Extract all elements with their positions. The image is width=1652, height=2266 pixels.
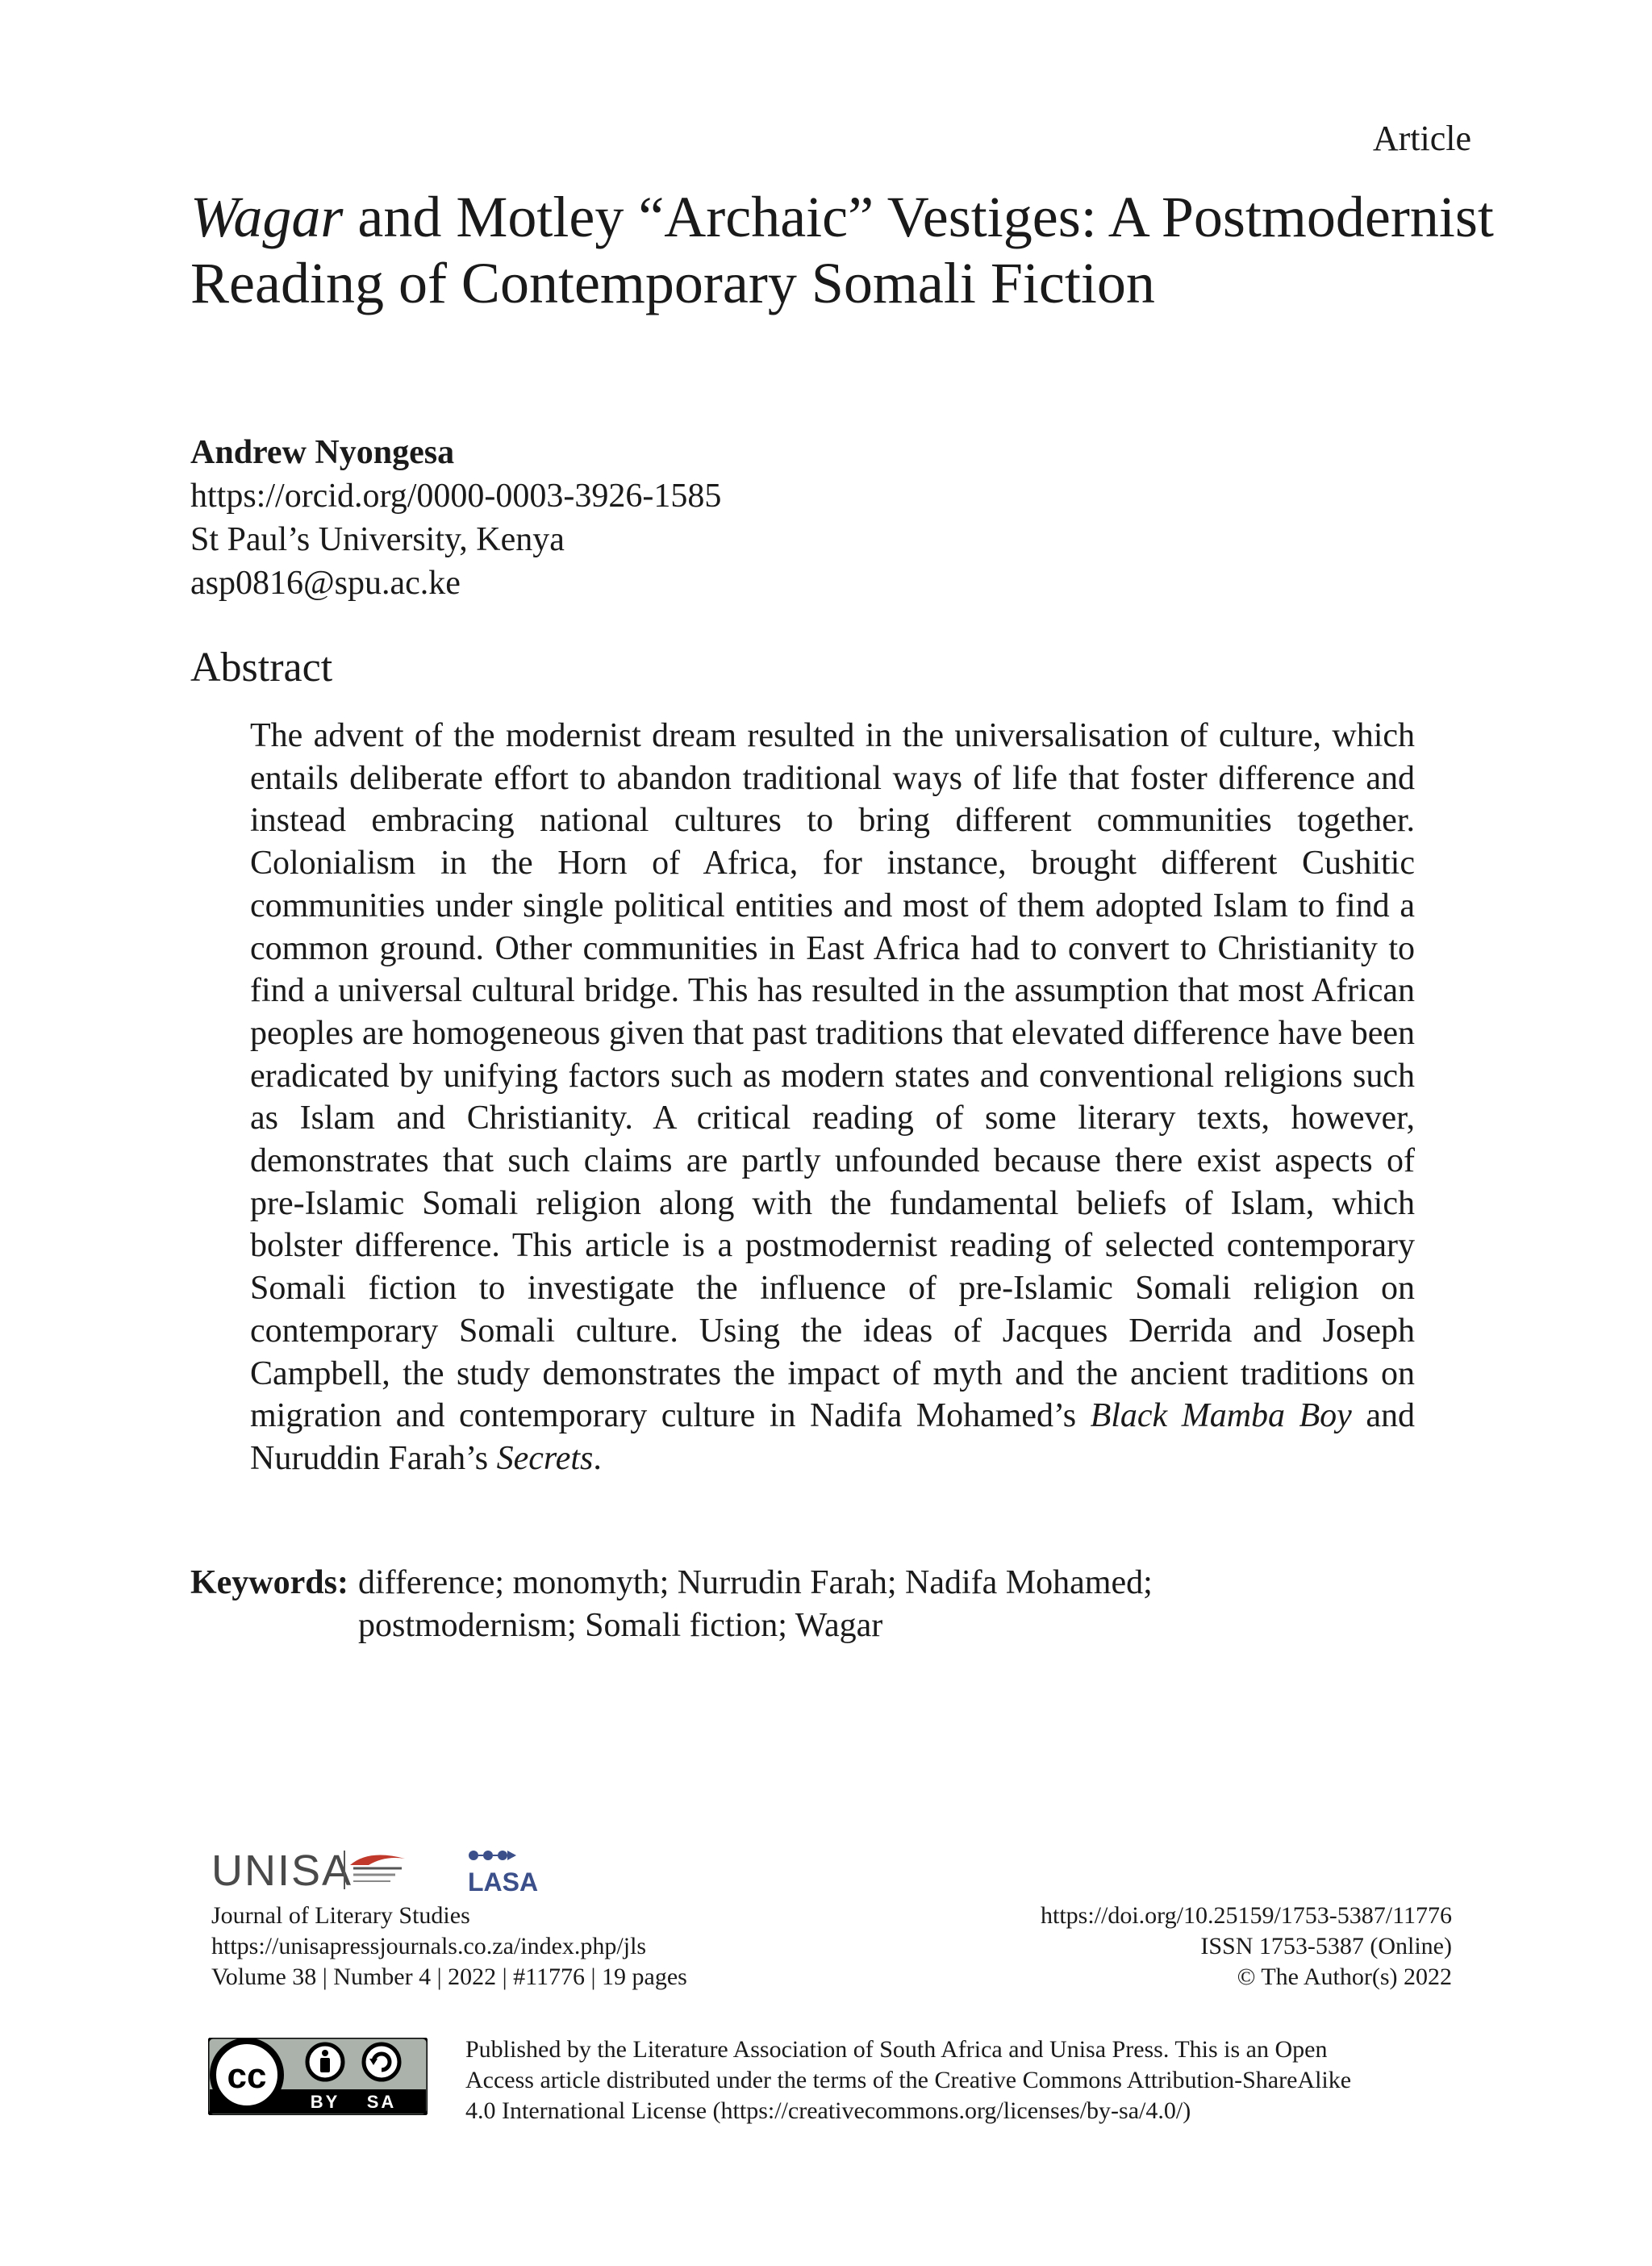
publisher-logos xyxy=(211,1841,558,1897)
author-name: Andrew Nyongesa xyxy=(190,434,455,471)
share-alike-icon xyxy=(364,2044,399,2080)
unisa-logo-mark xyxy=(344,1851,405,1889)
doi-info xyxy=(1041,1901,1452,1993)
issn: ISSN 1753-5387 (Online) xyxy=(1200,1933,1452,1959)
lasa-logo-text: LASA xyxy=(468,1867,539,1897)
author-orcid[interactable]: https://orcid.org/0000-0003-3926-1585 xyxy=(190,478,722,515)
keywords-line-2: postmodernism; Somali fiction; Wagar xyxy=(357,1607,883,1644)
journal-name: Journal of Literary Studies xyxy=(211,1902,470,1929)
journal-volume: Volume 38 | Number 4 | 2022 | #11776 | 19 pages xyxy=(211,1963,687,1990)
journal-url[interactable]: https://unisapressjournals.co.za/index.php/jls xyxy=(211,1933,647,1959)
title-rest: and Motley “Archaic” Vestiges: A Postmodernist Reading of Contemporary Somali Fiction xyxy=(190,185,1494,315)
author-block xyxy=(190,431,721,605)
author-affiliation: St Paul’s University, Kenya xyxy=(190,521,565,558)
abstract-mid: and Nuruddin Farah’s xyxy=(250,1397,1415,1477)
article-title xyxy=(190,184,1497,316)
abstract-text xyxy=(250,715,1415,1480)
copyright: © The Author(s) 2022 xyxy=(1237,1963,1452,1990)
abstract-end: . xyxy=(593,1439,602,1477)
lasa-logo-mark xyxy=(469,1851,516,1860)
license-statement xyxy=(465,2034,1466,2126)
keywords xyxy=(190,1562,1400,1647)
license-line-2: Access article distributed under the terms of the Creative Commons Attribution-ShareAlike xyxy=(465,2067,1352,2093)
keywords-label: Keywords: xyxy=(190,1564,348,1601)
abstract-main: The advent of the modernist dream resulted in the universalisation of culture, which entails deliberate effort to abandon traditional ways of life that foster difference and instead embracing national cultures to bring different communities together. Colonialism in the Horn of Africa, for instance, brought different Cushitic communities under single political entities and most of them adopted Islam to find a common ground. Other communities in East Africa had to convert to Christianity to find a universal cultural bridge. This has resulted in the assumption that most African peoples are homogeneous given that past traditions that elevated difference have been eradicated by unifying factors such as modern states and conventional religions such as Islam and Christianity. A critical reading of some literary texts, however, demonstrates that such claims are partly unfounded because there exist aspects of pre-Islamic Somali religion along with the fundamental beliefs of Islam, which bolster difference. This article is a postmodernist reading of selected contemporary Somali fiction to investigate the influence of pre-Islamic Somali religion on contemporary Somali culture. Using the ideas of Jacques Derrida and Joseph Campbell, the study demonstrates the impact of myth and the ancient traditions on migration and contemporary culture in Nadifa Mohamed’s xyxy=(250,717,1415,1435)
cc-sa-label: SA xyxy=(366,2092,397,2112)
license-line-1: Published by the Literature Association of South Africa and Unisa Press. This is an Open xyxy=(465,2036,1328,2063)
title-italic-word: Wagar xyxy=(190,185,344,249)
cc-by-sa-badge xyxy=(208,2038,428,2115)
article-type-label: Article xyxy=(1372,119,1471,158)
license-line-3[interactable]: 4.0 International License (https://creativecommons.org/licenses/by-sa/4.0/) xyxy=(465,2097,1191,2124)
book-title-black-mamba-boy: Black Mamba Boy xyxy=(1090,1397,1352,1435)
abstract-heading: Abstract xyxy=(190,645,333,691)
doi-link[interactable]: https://doi.org/10.25159/1753-5387/11776 xyxy=(1040,1902,1452,1929)
book-title-secrets: Secrets xyxy=(496,1439,594,1477)
journal-info xyxy=(211,1901,687,1993)
unisa-logo-text: UNISA xyxy=(211,1847,353,1895)
keywords-line-1: difference; monomyth; Nurrudin Farah; Nadifa Mohamed; xyxy=(357,1564,1153,1601)
cc-by-label: BY xyxy=(310,2092,340,2112)
cc-icon xyxy=(213,2041,281,2109)
svg-text:cc: cc xyxy=(227,2056,267,2096)
keywords-list xyxy=(358,1562,1153,1647)
author-email[interactable]: asp0816@spu.ac.ke xyxy=(190,565,461,602)
attribution-icon xyxy=(307,2044,343,2080)
